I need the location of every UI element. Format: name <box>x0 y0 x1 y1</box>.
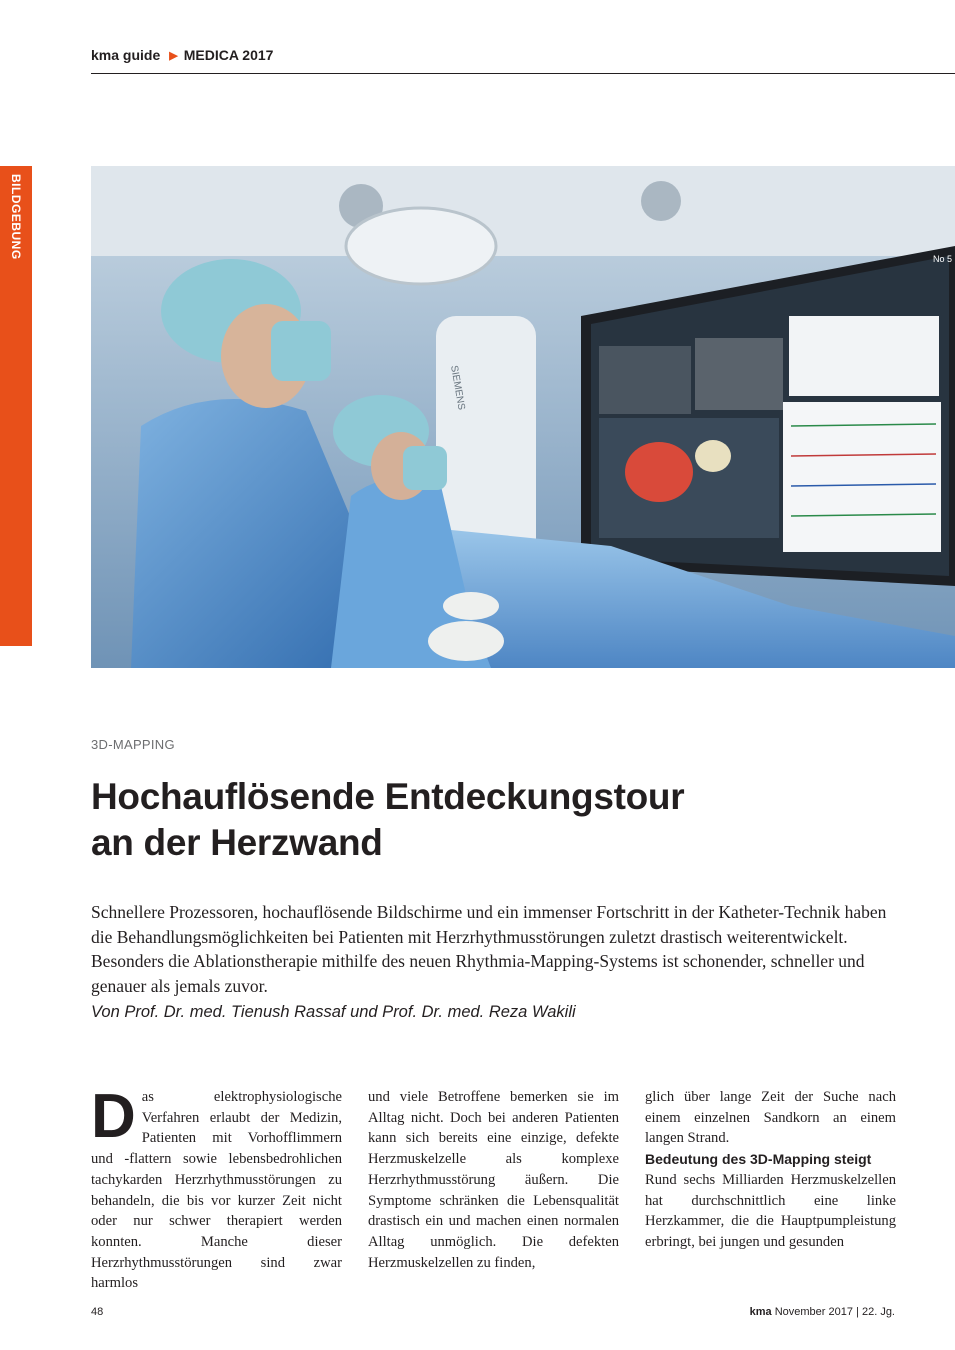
body-text: glich über lange Zeit der Suche nach einem einzelnen Sandkorn an einem langen Strand. <box>645 1089 896 1147</box>
monitor-label-text: No 5 <box>933 254 953 264</box>
article-lead: Schnellere Prozessoren, hochauflösende Bildschirme und ein immenser Fortschritt in der Katheter-Technik haben die Behandlungsmöglichkeiten bei Patienten mit Herzrhythmusstörungen zuletzt drastisch weiterentwickelt. Besonders die Ablationstherapie mithilfe des neuen Rhythmia-Mapping-Systems ist schonender, schneller und genauer als jemals zuvor. <box>91 902 887 996</box>
headline-line-1: Hochauflösende Entdeckungstour <box>91 776 685 817</box>
body-text: und viele Betroffene bemerken sie im Alltag nicht. Doch bei anderen Patienten kann sich bereits eine einzige, defekte Herzmuskelzelle als komplexe Herzrhythmusstörung äußern. Die Symptome schränken die Lebensqualität drastisch ein und machen einen normalen Alltag unmöglich. Die defekten Herzmuskelzellen zu finden, <box>368 1089 619 1271</box>
section-name: MEDICA 2017 <box>183 47 274 63</box>
article-photo <box>91 166 955 668</box>
side-tab-label: BILDGEBUNG <box>9 174 23 260</box>
body-column-1 <box>91 1082 342 1294</box>
body-column-3 <box>645 1087 896 1253</box>
article-headline <box>91 774 851 866</box>
article-byline: Von Prof. Dr. med. Tienush Rassaf und Prof. Dr. med. Reza Wakili <box>91 1003 576 1021</box>
drop-cap: D <box>91 1082 136 1151</box>
footer-brand: kma <box>749 1306 772 1318</box>
equipment-brand-text: SIEMENS <box>448 364 467 411</box>
headline-line-2: an der Herzwand <box>91 822 383 863</box>
body-column-2 <box>368 1087 619 1273</box>
footer-volume: 22. Jg. <box>861 1306 895 1318</box>
page-number: 48 <box>91 1306 104 1318</box>
body-text: as elektrophysiologische Verfahren erlaubt der Medizin, Patienten mit Vorhofflimmern und -flattern sowie lebensbedrohlichen tachykarden Herzrhythmusstörungen zu behandeln, die bis vor kurzer Zeit nicht oder nur schwer therapiert werden konnten. Manche dieser Herzrhythmusstörungen sind zwar harmlos <box>91 1089 342 1292</box>
body-text: Rund sechs Milliarden Herzmuskelzellen hat durchschnittlich eine linke Herzkammer, die die Hauptpumpleistung erbringt, bei jungen und gesunden <box>645 1171 896 1250</box>
triangle-right-icon: ▶ <box>169 50 178 62</box>
section-side-tab <box>0 166 32 646</box>
article-kicker: 3D-MAPPING <box>91 737 175 752</box>
section-subhead: Bedeutung des 3D-Mapping steigt <box>645 1151 872 1168</box>
publication-name: kma guide <box>91 47 161 63</box>
running-header <box>91 47 955 74</box>
footer-issue: November 2017 <box>774 1306 853 1318</box>
footer-separator: | <box>856 1306 859 1318</box>
footer-issue-info <box>750 1306 895 1318</box>
